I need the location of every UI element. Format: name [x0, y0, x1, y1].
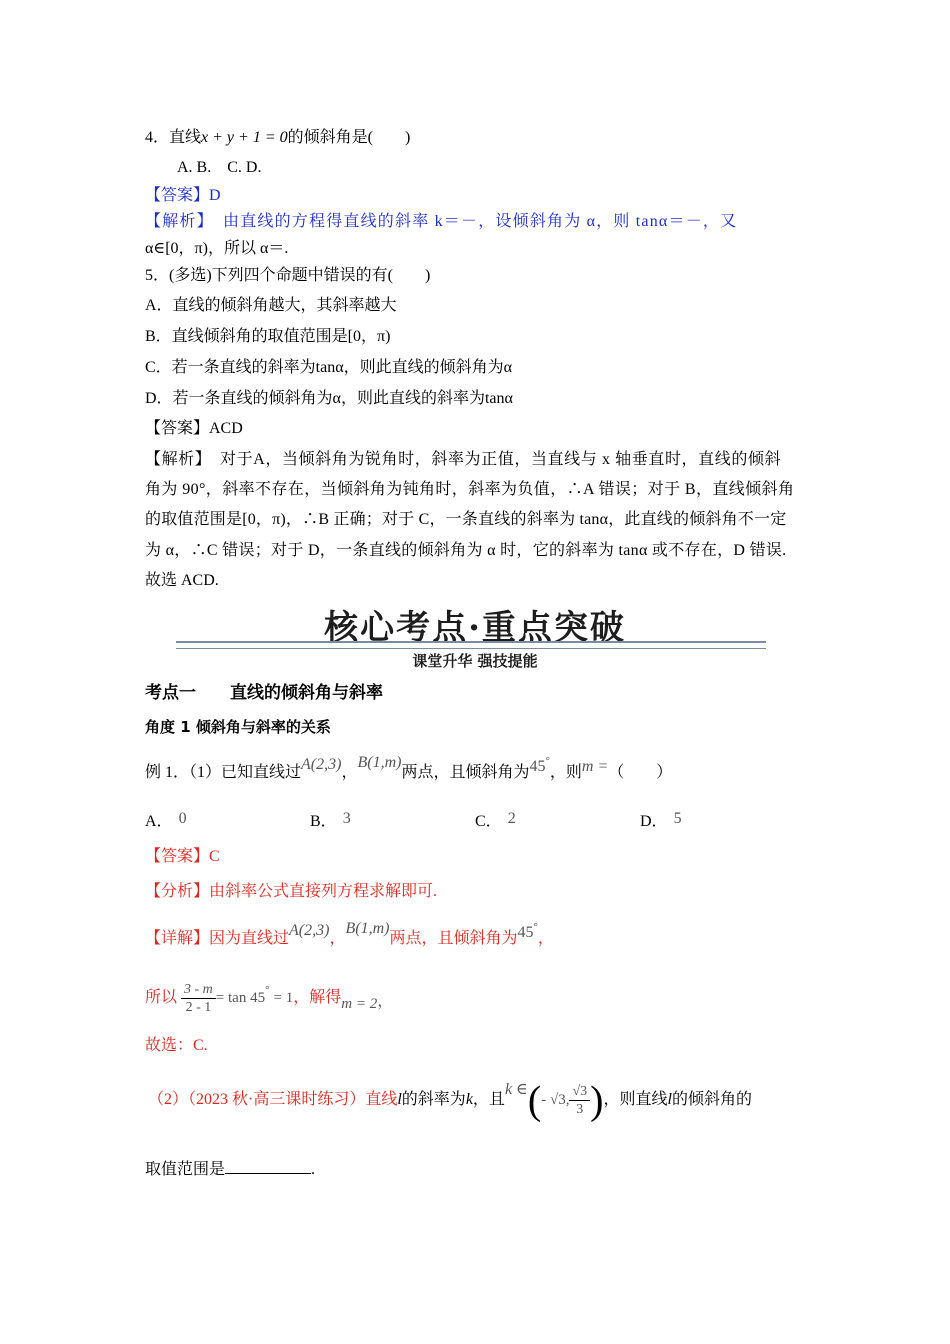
q5-analysis-line3: 的取值范围是[0，π)，∴B 正确；对于 C，一条直线的斜率为 tanα，此直线的倾斜角不一定	[145, 511, 787, 528]
q5-stem: 5．(多选)下列四个命题中错误的有( )	[145, 267, 431, 284]
example1-fraction	[181, 981, 216, 1016]
example1-option-a	[145, 812, 187, 832]
q5-analysis-line1: 【解析】 对于A，当倾斜角为锐角时，斜率为正值，当直线与 x 轴垂直时，直线的倾斜	[145, 451, 782, 468]
example1-paren: （ ）	[608, 764, 673, 781]
example1-option-d-label: D．	[640, 813, 668, 830]
example1-detail-mid: 两点，且倾斜角为	[389, 930, 518, 947]
part2-post: ，则直线	[603, 1091, 668, 1108]
part2-pre: （2）（2023 秋·高三课时练习）直线	[148, 1091, 398, 1108]
q4-stem-pre: 4．直线	[145, 129, 202, 146]
example1-option-b-value: 3	[342, 810, 351, 827]
q4-stem-post: 的倾斜角是( )	[287, 129, 411, 146]
example1-detail-comma: ，	[329, 930, 346, 947]
example1-fraction-num: 3 - m	[181, 981, 216, 999]
example1-option-b-label: B．	[310, 813, 337, 830]
example1-option-b	[310, 812, 351, 832]
example1-tan: = tan 45	[215, 990, 266, 1006]
example1-option-c	[475, 812, 516, 832]
example1-detail-point-b: B(1,m)	[345, 920, 390, 937]
example1-eq-one: = 1	[273, 990, 294, 1006]
q5-answer: 【答案】ACD	[145, 420, 243, 437]
part2-fraction-den: 3	[576, 1101, 584, 1117]
q4-analysis-line1	[145, 212, 737, 232]
example1-m-eq: m =	[581, 758, 609, 775]
example1-option-d-value: 5	[673, 810, 682, 827]
example1-equation	[145, 978, 393, 1019]
example1-detail-angle: 45	[517, 924, 534, 941]
example1-detail-pre: 【详解】因为直线过	[145, 930, 290, 947]
part2-fraction-num: √3	[569, 1083, 590, 1101]
q4-analysis-line2: α∈[0，π)，所以 α＝.	[145, 240, 289, 257]
example1-tan-degree: °	[265, 984, 270, 996]
q5-option-d: D．若一条直线的倾斜角为α，则此直线的斜率为tanα	[145, 390, 513, 407]
q5-analysis-line5: 故选 ACD.	[145, 572, 219, 589]
example1-option-d	[640, 812, 682, 832]
example1-option-c-label: C．	[475, 813, 502, 830]
part2-right-paren: )	[590, 1077, 604, 1123]
q5-option-a: A．直线的倾斜角越大，其斜率越大	[145, 297, 397, 314]
q5-option-c: C．若一条直线的斜率为tanα，则此直线的倾斜角为α	[145, 359, 512, 376]
example1-solve: ，解得	[293, 989, 342, 1006]
q4-stem	[145, 128, 410, 148]
part2-k: k	[465, 1091, 473, 1108]
q5-analysis-line4: 为 α，∴C 错误；对于 D，一条直线的倾斜角为 α 时，它的斜率为 tanα 或不存在，D 错误.	[145, 542, 787, 559]
part2-line2-text: 取值范围是	[145, 1161, 226, 1178]
banner-subtitle: 课堂升华 强技提能	[412, 652, 538, 670]
banner-title: 核心考点·重点突破	[324, 608, 626, 648]
example1-detail	[145, 920, 554, 950]
example1-then: ，则	[549, 764, 582, 781]
example1-m-value: m = 2	[341, 996, 378, 1012]
part2-stem	[148, 1075, 752, 1125]
q5-option-b: B．直线倾斜角的取值范围是[0，π)	[145, 328, 391, 345]
example1-detail-end: ，	[537, 930, 554, 947]
example1-point-b: B(1,m)	[357, 754, 402, 771]
example1-mid: 两点，且倾斜角为	[401, 764, 530, 781]
example1-end-comma: ，	[377, 993, 394, 1010]
example1-degree: °	[545, 755, 550, 767]
answer-blank[interactable]	[225, 1159, 311, 1174]
example1-angle: 45	[529, 758, 546, 775]
part2-interval-left: - √3,	[541, 1092, 570, 1108]
example1-stem	[145, 754, 673, 784]
example1-option-c-value: 2	[507, 810, 516, 827]
q5-analysis-line2: 角为 90°，斜率不存在，当倾斜角为钝角时，斜率为负值，∴A 错误；对于 B，直线倾斜角	[145, 481, 795, 498]
example1-so: 所以	[145, 989, 178, 1006]
q4-equation: x + y + 1 = 0	[201, 129, 288, 146]
part2-fraction	[569, 1083, 590, 1118]
example1-option-a-value: 0	[178, 810, 187, 827]
example1-detail-degree: °	[533, 921, 538, 933]
example1-choose: 故选：C.	[145, 1037, 208, 1054]
example1-detail-point-a: A(2,3)	[289, 922, 330, 939]
example1-analysis: 【分析】由斜率公式直接列方程求解即可.	[145, 883, 438, 900]
part2-and: ，且	[472, 1091, 505, 1108]
example1-fraction-den: 2 - 1	[185, 999, 212, 1015]
q4-answer: 【答案】D	[145, 187, 221, 204]
section-title: 考点一 直线的倾斜角与斜率	[145, 683, 383, 703]
example1-option-a-label: A．	[145, 813, 173, 830]
part2-l2: l	[667, 1091, 672, 1108]
part2-l: l	[397, 1091, 402, 1108]
example1-label: 例 1．（1）已知直线过	[145, 764, 302, 781]
part2-mid: 的斜率为	[401, 1091, 466, 1108]
part2-left-paren: (	[527, 1077, 542, 1123]
example1-comma: ，	[341, 764, 358, 781]
example1-answer: 【答案】C	[145, 848, 220, 865]
example1-point-a: A(2,3)	[301, 756, 342, 773]
q4-analysis-text: 【解析】 由直线的方程得直线的斜率 k＝－，设倾斜角为 α，则 tanα＝－，又	[145, 213, 738, 230]
part2-line2	[145, 1159, 315, 1180]
part2-post2: 的倾斜角的	[671, 1091, 752, 1108]
part2-line2-end: .	[311, 1161, 316, 1178]
banner-rule	[176, 641, 766, 649]
q4-options: A. B. C. D.	[177, 159, 262, 176]
section-subtitle: 角度 1 倾斜角与斜率的关系	[145, 718, 331, 736]
part2-k-in: k ∈	[504, 1081, 528, 1098]
